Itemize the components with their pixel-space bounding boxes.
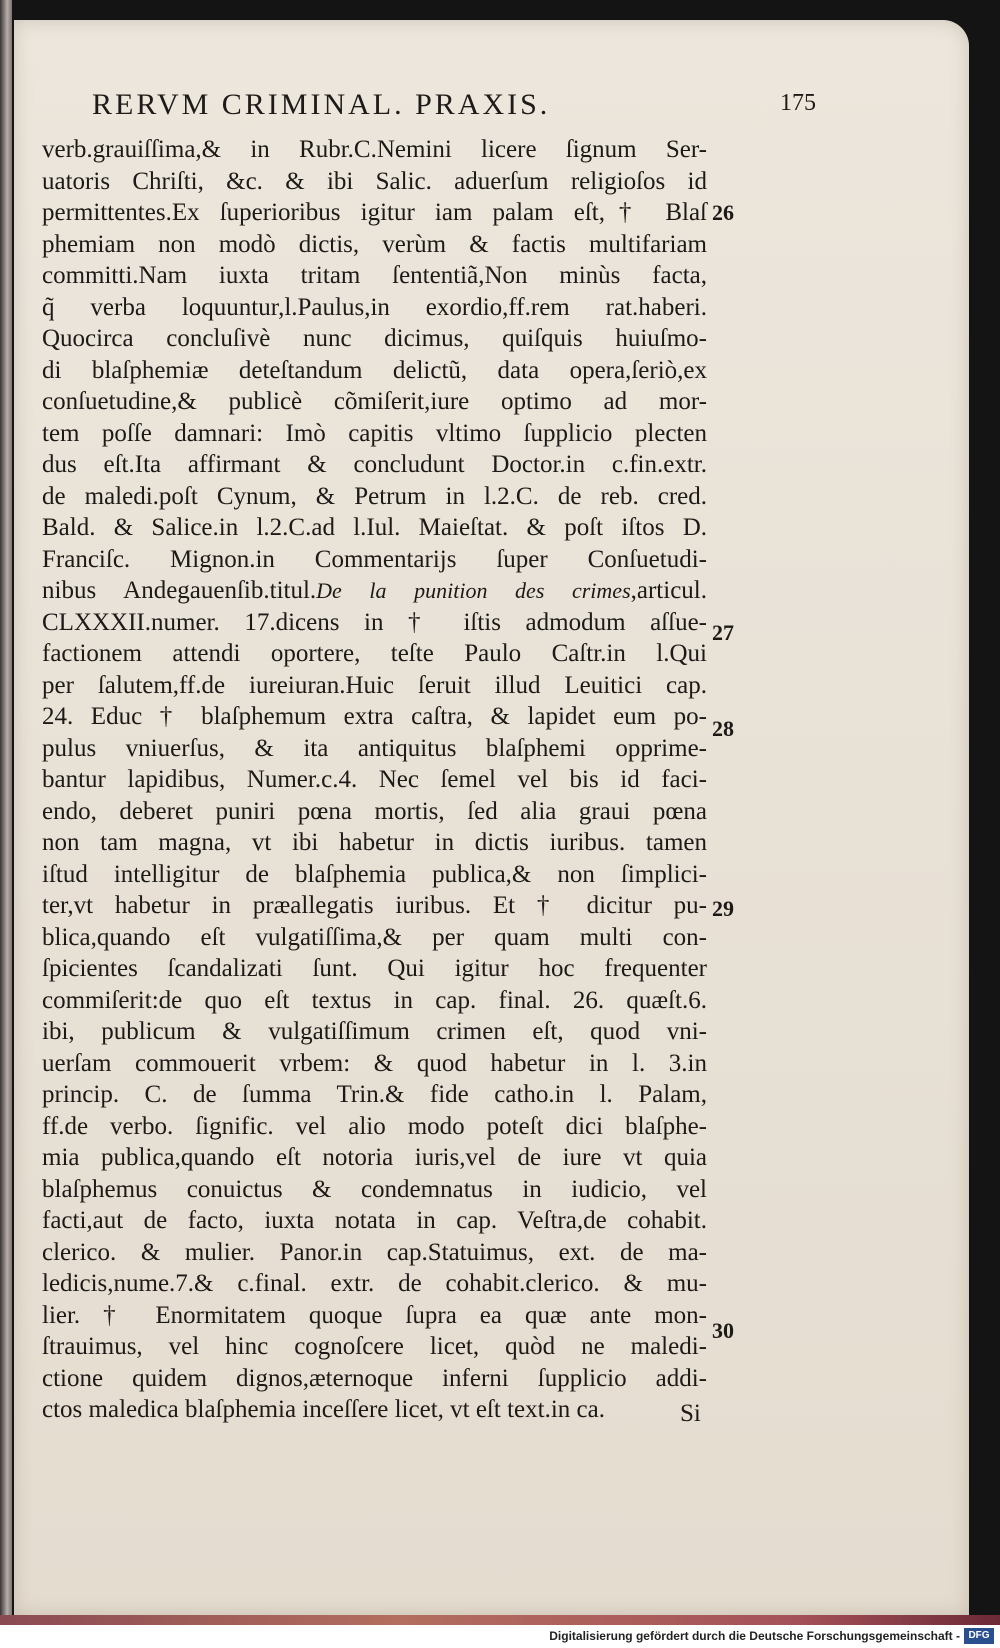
text-line: ibi, publicum & vulgatiſſimum crimen eſt, quod vni-: [42, 1018, 707, 1045]
text-line: 24. Educ † blaſphemum extra caſtra, & lapidet eum po-: [42, 703, 707, 730]
text-line: committi.Nam iuxta tritam ſententiã,Non minùs facta,: [42, 262, 707, 289]
text-line: bantur lapidibus, Numer.c.4. Nec ſemel vel bis id faci-: [42, 766, 707, 793]
text-line: phemiam non modò dictis, verùm & factis multifariam: [42, 230, 707, 258]
text-line: ledicis,nume.7.& c.final. extr. de cohabit.clerico. & mu-: [42, 1270, 707, 1297]
text-line: uatoris Chriſti, &c. & ibi Salic. aduerſum religioſos id: [42, 167, 707, 195]
text-line: blica,quando eſt vulgatiſſima,& per quam multi con-: [42, 923, 707, 951]
text-line: Bald. & Salice.in l.2.C.ad l.Iul. Maieſtat. & poſt iſtos D.: [42, 514, 707, 541]
catchword: Si: [680, 1400, 701, 1427]
text-line-with-italic: [42, 575, 707, 607]
text-line: ter,vt habetur in præallegatis iuribus. Et † dicitur pu-: [42, 892, 707, 919]
running-head: [92, 88, 912, 128]
margin-number: 26: [712, 200, 734, 225]
text-line: per ſalutem,ff.de iureiuran.Huic ſeruit illud Leuitici cap.: [42, 671, 707, 699]
footer-credit: Digitalisierung gefördert durch die Deutsche Forschungsgemeinschaft -: [549, 1629, 960, 1643]
text-line: ſpicientes ſcandalizati ſunt. Qui igitur hoc frequenter: [42, 955, 707, 982]
margin-number: 29: [712, 896, 734, 921]
text-line: di blaſphemiæ deteſtandum delictũ, data opera,ſeriò,ex: [42, 356, 707, 384]
italic-phrase: De la punition des crimes: [316, 578, 631, 603]
running-title: RERVM CRIMINAL. PRAXIS.: [92, 88, 551, 121]
text-line: Quocirca concluſivè nunc dicimus, quiſquis huiuſmo-: [42, 325, 707, 352]
margin-number: 30: [712, 1318, 734, 1343]
text-line: CLXXXII.numer. 17.dicens in † iſtis admodum aſſue-: [42, 608, 707, 636]
text-line: q̃ verba loquuntur,l.Paulus,in exordio,ff.rem rat.haberi.: [42, 293, 707, 321]
text-line: permittentes.Ex ſuperioribus igitur iam palam eſt,† Blaſ: [42, 199, 707, 226]
text-line: de maledi.poſt Cynum, & Petrum in l.2.C. de reb. cred.: [42, 482, 707, 510]
text-line: clerico. & mulier. Panor.in cap.Statuimus, ext. de ma-: [42, 1238, 707, 1266]
text-segment: nibus Andegauenſib.titul.: [42, 577, 317, 604]
text-line: lier. † Enormitatem quoque ſupra ea quæ ante mon-: [42, 1301, 707, 1329]
text-block: [42, 134, 707, 1426]
text-line: facti,aut de facto, iuxta notata in cap. Veſtra,de cohabit.: [42, 1207, 707, 1234]
page-bottom-edge: [0, 1615, 1000, 1625]
text-line: ff.de verbo. ſignific. vel alio modo poteſt dici blaſphe-: [42, 1112, 707, 1140]
text-line: factionem attendi oportere, teſte Paulo Caſtr.in l.Qui: [42, 640, 707, 667]
text-line: conſuetudine,& publicè cõmiſerit,iure optimo ad mor-: [42, 388, 707, 415]
footer-bar: [0, 1625, 1000, 1648]
text-line: ctione quidem dignos,æternoque inferni ſupplicio addi-: [42, 1364, 707, 1392]
text-line: pulus vniuerſus, & ita antiquitus blaſphemi opprime-: [42, 734, 707, 762]
text-line: tem poſſe damnari: Imò capitis vltimo ſupplicio plecten: [42, 419, 707, 447]
text-line: Franciſc. Mignon.in Commentarijs ſuper Conſuetudi-: [42, 545, 707, 573]
book-edge: [0, 0, 12, 1648]
text-line: ſtrauimus, vel hinc cognoſcere licet, quòd ne maledi-: [42, 1333, 707, 1360]
margin-number: 27: [712, 620, 734, 645]
text-segment: ,articul.: [630, 577, 707, 604]
text-line: commiſerit:de quo eſt textus in cap. final. 26. quæſt.6.: [42, 986, 707, 1014]
text-line: ctos maledica blaſphemia inceſſere licet, vt eſt text.in ca.: [42, 1396, 605, 1423]
text-line: dus eſt.Ita affirmant & concludunt Doctor.in c.fin.extr.: [42, 451, 707, 478]
page-number: 175: [780, 90, 816, 116]
text-line: non tam magna, vt ibi habetur in dictis iuribus. tamen: [42, 829, 707, 856]
margin-number: 28: [712, 716, 734, 741]
text-line: endo, deberet puniri pœna mortis, ſed alia graui pœna: [42, 797, 707, 825]
text-line: blaſphemus conuictus & condemnatus in iudicio, vel: [42, 1175, 707, 1203]
text-line: verb.grauiſſima,& in Rubr.C.Nemini licere ſignum Ser-: [42, 136, 707, 163]
text-line: uerſam commouerit vrbem: & quod habetur in l. 3.in: [42, 1049, 707, 1077]
text-line: iſtud intelligitur de blaſphemia publica,& non ſimplici-: [42, 860, 707, 888]
dfg-logo-icon: DFG: [964, 1628, 994, 1644]
text-line: princip. C. de ſumma Trin.& fide catho.in l. Palam,: [42, 1081, 707, 1108]
text-line: mia publica,quando eſt notoria iuris,vel de iure vt quia: [42, 1144, 707, 1171]
